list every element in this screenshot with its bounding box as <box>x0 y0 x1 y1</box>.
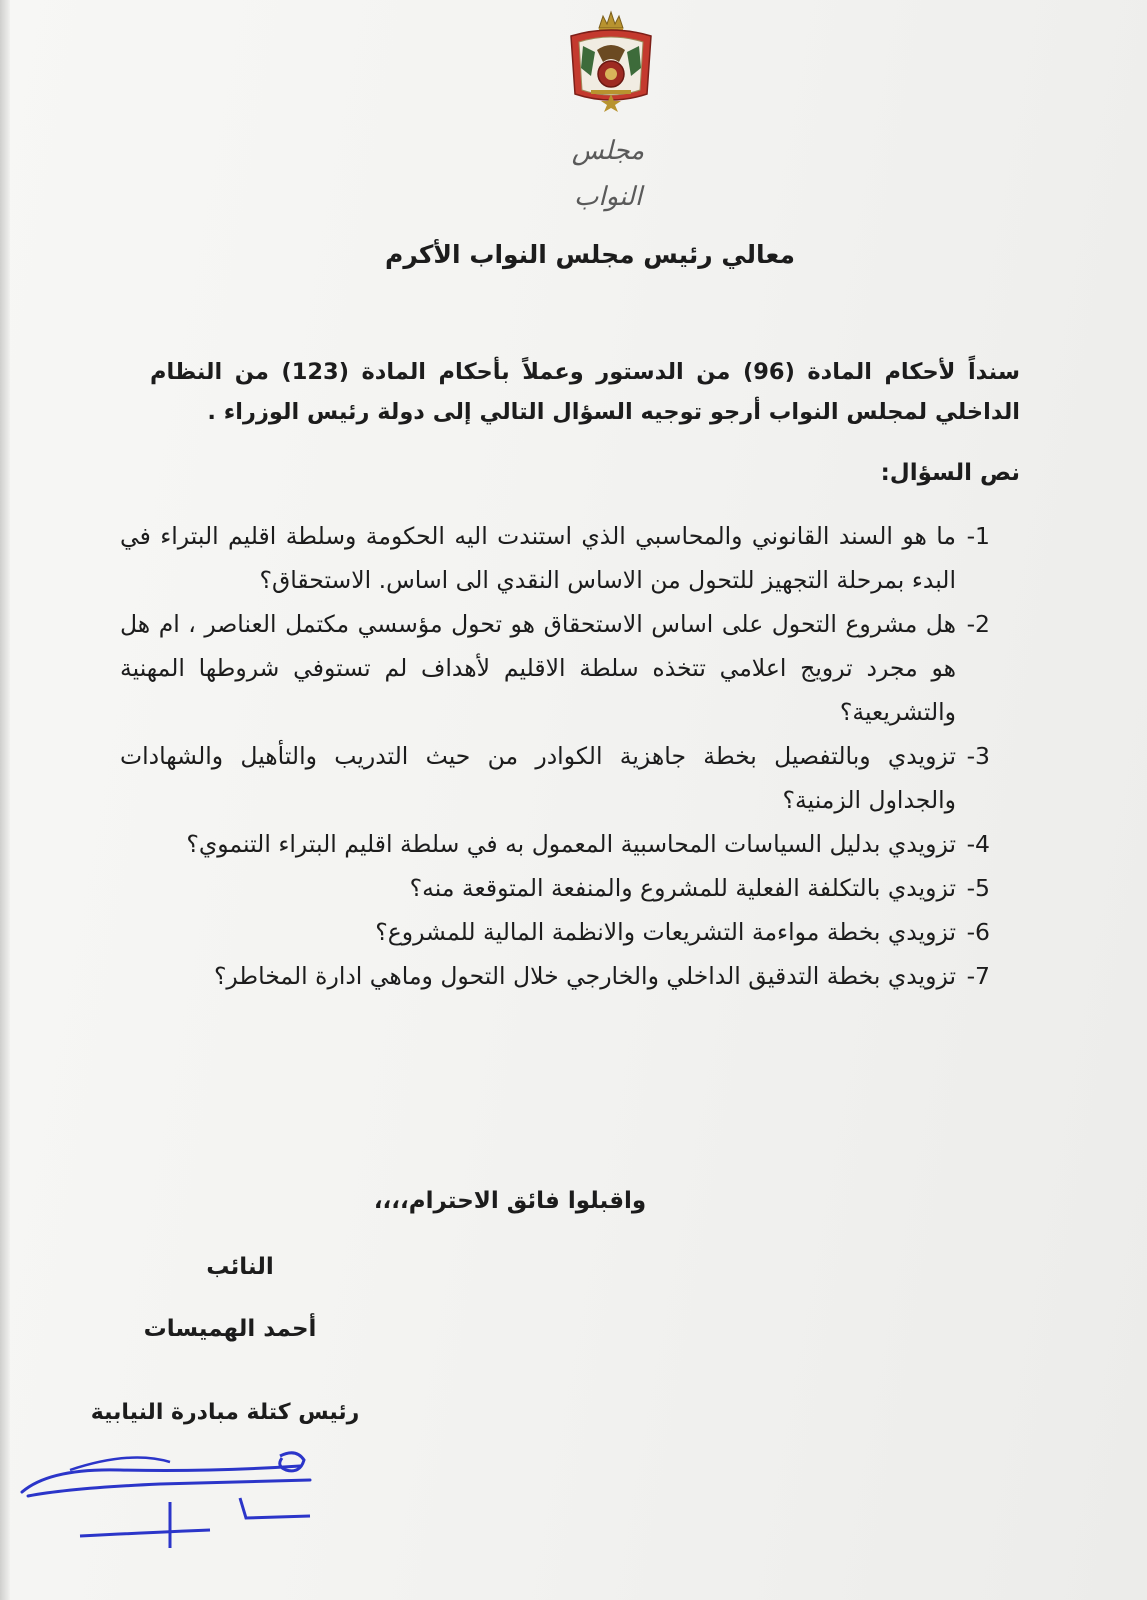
question-text: تزويدي بخطة التدقيق الداخلي والخارجي خلال التحول وماهي ادارة المخاطر؟ <box>213 962 956 990</box>
question-text: تزويدي بخطة مواءمة التشريعات والانظمة المالية للمشروع؟ <box>375 918 956 946</box>
question-item <box>120 734 990 822</box>
signatory-position: رئيس كتلة مبادرة النيابية <box>90 1400 360 1425</box>
question-text: تزويدي بدليل السياسات المحاسبية المعمول به في سلطة اقليم البتراء التنموي؟ <box>186 830 956 858</box>
question-text: تزويدي بالتكلفة الفعلية للمشروع والمنفعة المتوقعة منه؟ <box>409 874 956 902</box>
signature-icon <box>10 1440 330 1560</box>
question-number: 5- <box>966 874 990 902</box>
question-text: هل مشروع التحول على اساس الاستحقاق هو تحول مؤسسي مكتمل العناصر ، ام هل هو مجرد ترويج اعلامي تتخذه سلطة الاقليم لأهداف لم تستوفي شروطها المهنية والتشريعية؟ <box>120 610 956 726</box>
closing-line: واقبلوا فائق الاحترام،،،، <box>373 1188 647 1214</box>
salutation: معالي رئيس مجلس النواب الأكرم <box>385 240 795 269</box>
question-item <box>120 954 990 998</box>
question-text: ما هو السند القانوني والمحاسبي الذي استندت اليه الحكومة وسلطة اقليم البتراء في البدء بمرحلة التجهيز للتحول من الاساس النقدي الى اساس. الاستحقاق؟ <box>120 522 956 594</box>
question-item <box>120 866 990 910</box>
question-number: 7- <box>966 962 990 990</box>
question-text: تزويدي وبالتفصيل بخطة جاهزية الكوادر من حيث التدريب والتأهيل والشهادات والجداول الزمنية؟ <box>120 742 956 814</box>
page-edge-shadow <box>0 0 10 1600</box>
question-number: 3- <box>966 742 990 770</box>
question-number: 2- <box>966 610 990 638</box>
signatory-name: أحمد الهميسات <box>143 1316 317 1342</box>
question-item <box>120 514 990 602</box>
question-item <box>120 602 990 734</box>
coat-of-arms-icon <box>561 6 661 116</box>
questions-heading: نص السؤال: <box>880 460 1020 486</box>
question-number: 1- <box>966 522 990 550</box>
question-item <box>120 910 990 954</box>
parliament-logo: مجلس النواب <box>571 136 645 212</box>
questions-list <box>120 514 990 998</box>
question-number: 6- <box>966 918 990 946</box>
question-item <box>120 822 990 866</box>
question-number: 4- <box>966 830 990 858</box>
signatory-title: النائب <box>206 1254 274 1280</box>
intro-paragraph: سنداً لأحكام المادة (96) من الدستور وعملاً بأحكام المادة (123) من النظام الداخلي لمجلس النواب أرجو توجيه السؤال التالي إلى دولة رئيس الوزراء . <box>150 359 1020 425</box>
